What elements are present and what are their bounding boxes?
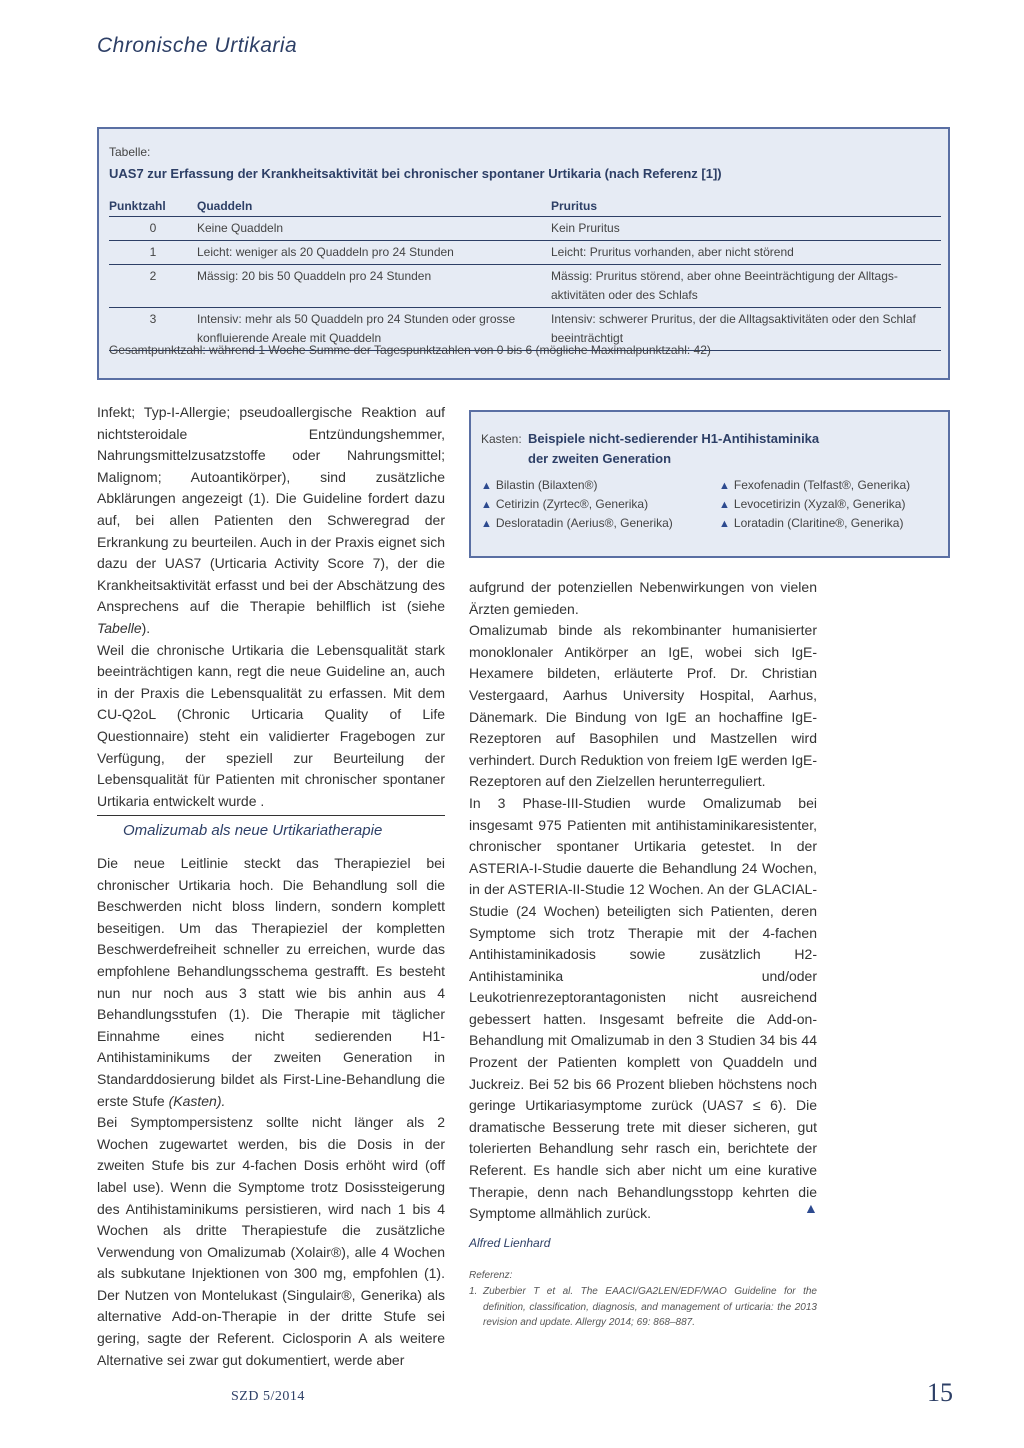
table-row [109, 265, 941, 308]
item-text: Bilastin (Bilaxten®) [495, 478, 598, 492]
paragraph [97, 853, 445, 1112]
score-cell: 0 [109, 217, 197, 241]
page-number: 15 [927, 1378, 953, 1407]
quaddeln-cell: Leicht: weniger als 20 Quaddeln pro 24 Stunden [197, 241, 551, 265]
table-label: Tabelle: [109, 145, 151, 159]
column-header-quaddeln: Quaddeln [197, 195, 551, 217]
score-cell: 2 [109, 265, 197, 308]
reference-text: Zuberbier T et al. The EAACI/GA2LEN/EDF/WAO Guideline for the definition, classification, diagnosis, and management of urticaria: the 2013 revision and update. Allergy 2014; 69: 868–887. [483, 1286, 817, 1329]
list-item [719, 497, 905, 511]
item-text: Loratadin (Claritine®, Generika) [733, 516, 904, 530]
kasten-title: Beispiele nicht-sedierender H1-Antihistaminika [528, 431, 820, 446]
table-title: UAS7 zur Erfassung der Krankheitsaktivität bei chronischer spontaner Urtikaria (nach Referenz [1]) [109, 166, 722, 181]
reference-label: Referenz: [469, 1270, 513, 1281]
list-item [481, 516, 673, 530]
paragraph-text: ). [141, 619, 151, 636]
paragraph: aufgrund der potenziellen Nebenwirkungen von vielen Ärzten gemieden. [469, 579, 817, 617]
score-cell: 3 [109, 308, 197, 351]
column-header-pruritus: Pruritus [551, 195, 941, 217]
list-item [719, 478, 910, 492]
triangle-bullet-icon: ▲ [719, 499, 730, 511]
triangle-bullet-icon: ▲ [481, 480, 492, 492]
score-cell: 1 [109, 241, 197, 265]
table-row [109, 217, 941, 241]
paragraph-text: Die neue Leitlinie steckt das Therapieziel bei chronischer Urtikaria hoch. Die Behandlung soll die Beschwerden nicht bloss lindern, sondern komplett beseitigen. Um das Therapieziel der kompletten Beschwerdefreiheit schneller zu erreichen, wurde das empfohlene Behandlungsschema gestrafft. Es besteht nun nur noch aus 3 statt wie bis anhin aus 4 Behandlungsstufen (1). Die Therapie mit täglicher Einnahme eines nicht sedierenden H1-Antihistaminikums der zweiten Generation in Standarddosierung bildet als First-Line-Behandlung die erste Stufe [97, 855, 445, 1109]
list-item [481, 497, 648, 511]
kasten-title: der zweiten Generation [528, 451, 672, 466]
table-footnote: Gesamtpunktzahl: während 1 Woche Summe der Tagespunktzahlen von 0 bis 6 (mögliche Maximalpunktzahl: 42) [109, 343, 711, 357]
list-item [719, 516, 903, 530]
paragraph: Omalizumab binde als rekombinanter humanisierter monoklonaler Antikörper an IgE, wobei sich IgE-Hexamere bildeten, erläuterte Prof. Dr. Christian Vestergaard, Aarhus University Hospital, Aarhus, Dänemark. Die Bindung von IgE an hochaffine IgE-Rezeptoren auf Basophilen und Mastzellen wird verhindert. Durch Reduktion von freiem IgE werden IgE-Rezeptoren auf den Zielzellen herunterreguliert. [469, 622, 817, 790]
section-heading-text: Omalizumab als neue Urtikariatherapie [123, 822, 383, 839]
pruritus-cell: Mässig: Pruritus störend, aber ohne Beeinträchtigung der Alltags-aktivitäten oder des Schlafs [551, 265, 941, 308]
item-text: Levocetirizin (Xyzal®, Generika) [733, 497, 906, 511]
item-text: Cetirizin (Zyrtec®, Generika) [495, 497, 649, 511]
table-reference: Tabelle [97, 619, 142, 636]
triangle-bullet-icon: ▲ [481, 499, 492, 511]
paragraph [97, 402, 445, 640]
paragraph: Bei Symptompersistenz sollte nicht länger als 2 Wochen zugewartet werden, bis die Dosis in der zweiten Stufe bis zur 4-fachen Dosis erhöht wird (off label use). Wenn die Symptome trotz Dosissteigerung des Antihistaminikums persistieren, wird nach 1 bis 4 Wochen als dritte Therapiestufe die zusätzliche Verwendung von Omalizumab (Xolair®), alle 4 Wochen als subkutane Injektionen von 300 mg, empfohlen (1). Der Nutzen von Montelukast (Singulair®, Generika) als alternative Add-on-Therapie in der dritte Stufe sei gering, sagte der Referent. Ciclosporin A als weitere Alternative sei zwar gut dokumentiert, werde aber [97, 1114, 445, 1368]
uas7-table [109, 195, 941, 351]
table-row [109, 241, 941, 265]
item-text: Desloratadin (Aerius®, Generika) [495, 516, 673, 530]
reference-number: 1. [469, 1286, 478, 1297]
end-of-article-icon: ▲ [804, 1200, 818, 1216]
uas7-table-box [97, 127, 950, 380]
pruritus-cell: Intensiv: schwerer Pruritus, der die Alltagsaktivitäten oder den Schlaf beeinträchtigt [551, 308, 941, 351]
author-name: Alfred Lienhard [469, 1236, 551, 1250]
list-item [481, 478, 597, 492]
pruritus-cell: Kein Pruritus [551, 217, 941, 241]
paragraph: Weil die chronische Urtikaria die Lebensqualität stark beeinträchtigen kann, regt die neue Guideline an, auch in der Praxis die Lebensqualität zu erfassen. Mit dem CU-Q2oL (Chronic Urticaria Quality of Life Questionnaire) steht ein validierter Fragebogen zur Verfügung, der speziell zur Beurteilung der Lebensqualität für Patienten mit chronischer spontaner Urtikaria entwickelt wurde . [97, 641, 445, 809]
reference-entry [469, 1284, 817, 1331]
paragraph: In 3 Phase-III-Studien wurde Omalizumab bei insgesamt 975 Patienten mit antihistaminikaresistenter, chronischer spontaner Urtikaria getestet. In der ASTERIA-I-Studie dauerte die Behandlung 24 Wochen, in der ASTERIA-II-Studie 12 Wochen. An der GLACIAL-Studie (24 Wochen) beteiligten sich Patienten, deren Symptome sich trotz Therapie mit der 4-fachen Antihistaminikadosis sowie zusätzlich H2-Antihistaminika und/oder Leukotrienrezeptorantagonisten nicht ausreichend gebessert hatten. Insgesamt befreite die Add-on-Behandlung mit Omalizumab in den 3 Studien 34 bis 44 Prozent der Patienten komplett von Quaddeln und Juckreiz. Bei 52 bis 66 Prozent blieben höchstens noch geringe Urtikariasymptome zurück (UAS7 ≤ 6). Die dramatische Besserung trete mit dieser sicheren, gut tolerierten Behandlung sehr rasch ein, berichtete der Referent. Es handle sich aber nicht um eine kurative Therapie, denn nach Behandlungsstopp kehrten die Symptome allmählich zurück. [469, 794, 817, 1222]
left-column-top [97, 402, 445, 812]
right-column [469, 577, 817, 1225]
running-header: Chronische Urtikaria [97, 34, 298, 57]
left-column-bottom [97, 853, 445, 1371]
quaddeln-cell: Keine Quaddeln [197, 217, 551, 241]
pruritus-cell: Leicht: Pruritus vorhanden, aber nicht störend [551, 241, 941, 265]
paragraph-text: Infekt; Typ-I-Allergie; pseudoallergische Reaktion auf nichtsteroidale Entzündungshemmer, Nahrungsmittelzusatzstoffe oder Nahrungsmittel; Malignom; Autoantikörper), sind zusätzliche Abklärungen angezeigt (1). Die Guideline fordert dazu auf, bei allen Patienten den Schweregrad der Erkrankung zu beurteilen. Auch in der Praxis eignet sich dazu der UAS7 (Urticaria Activity Score 7), der die Krankheitsaktivität erfasst und bei der Abschätzung des Ansprechens auf die Therapie behilflich ist (siehe [97, 404, 445, 615]
kasten-label: Kasten: [481, 432, 522, 446]
triangle-bullet-icon: ▲ [719, 480, 730, 492]
triangle-bullet-icon: ▲ [719, 518, 730, 530]
quaddeln-cell: Mässig: 20 bis 50 Quaddeln pro 24 Stunden [197, 265, 551, 308]
section-heading [97, 815, 445, 850]
kasten-box [469, 410, 950, 558]
item-text: Fexofenadin (Telfast®, Generika) [733, 478, 911, 492]
column-header-score: Punktzahl [109, 195, 197, 217]
kasten-reference: (Kasten). [168, 1092, 226, 1109]
triangle-bullet-icon: ▲ [481, 518, 492, 530]
quaddeln-cell: Intensiv: mehr als 50 Quaddeln pro 24 Stunden oder grosse konfluierende Areale mit Quaddeln [197, 308, 551, 351]
journal-issue: SZD 5/2014 [231, 1389, 305, 1404]
